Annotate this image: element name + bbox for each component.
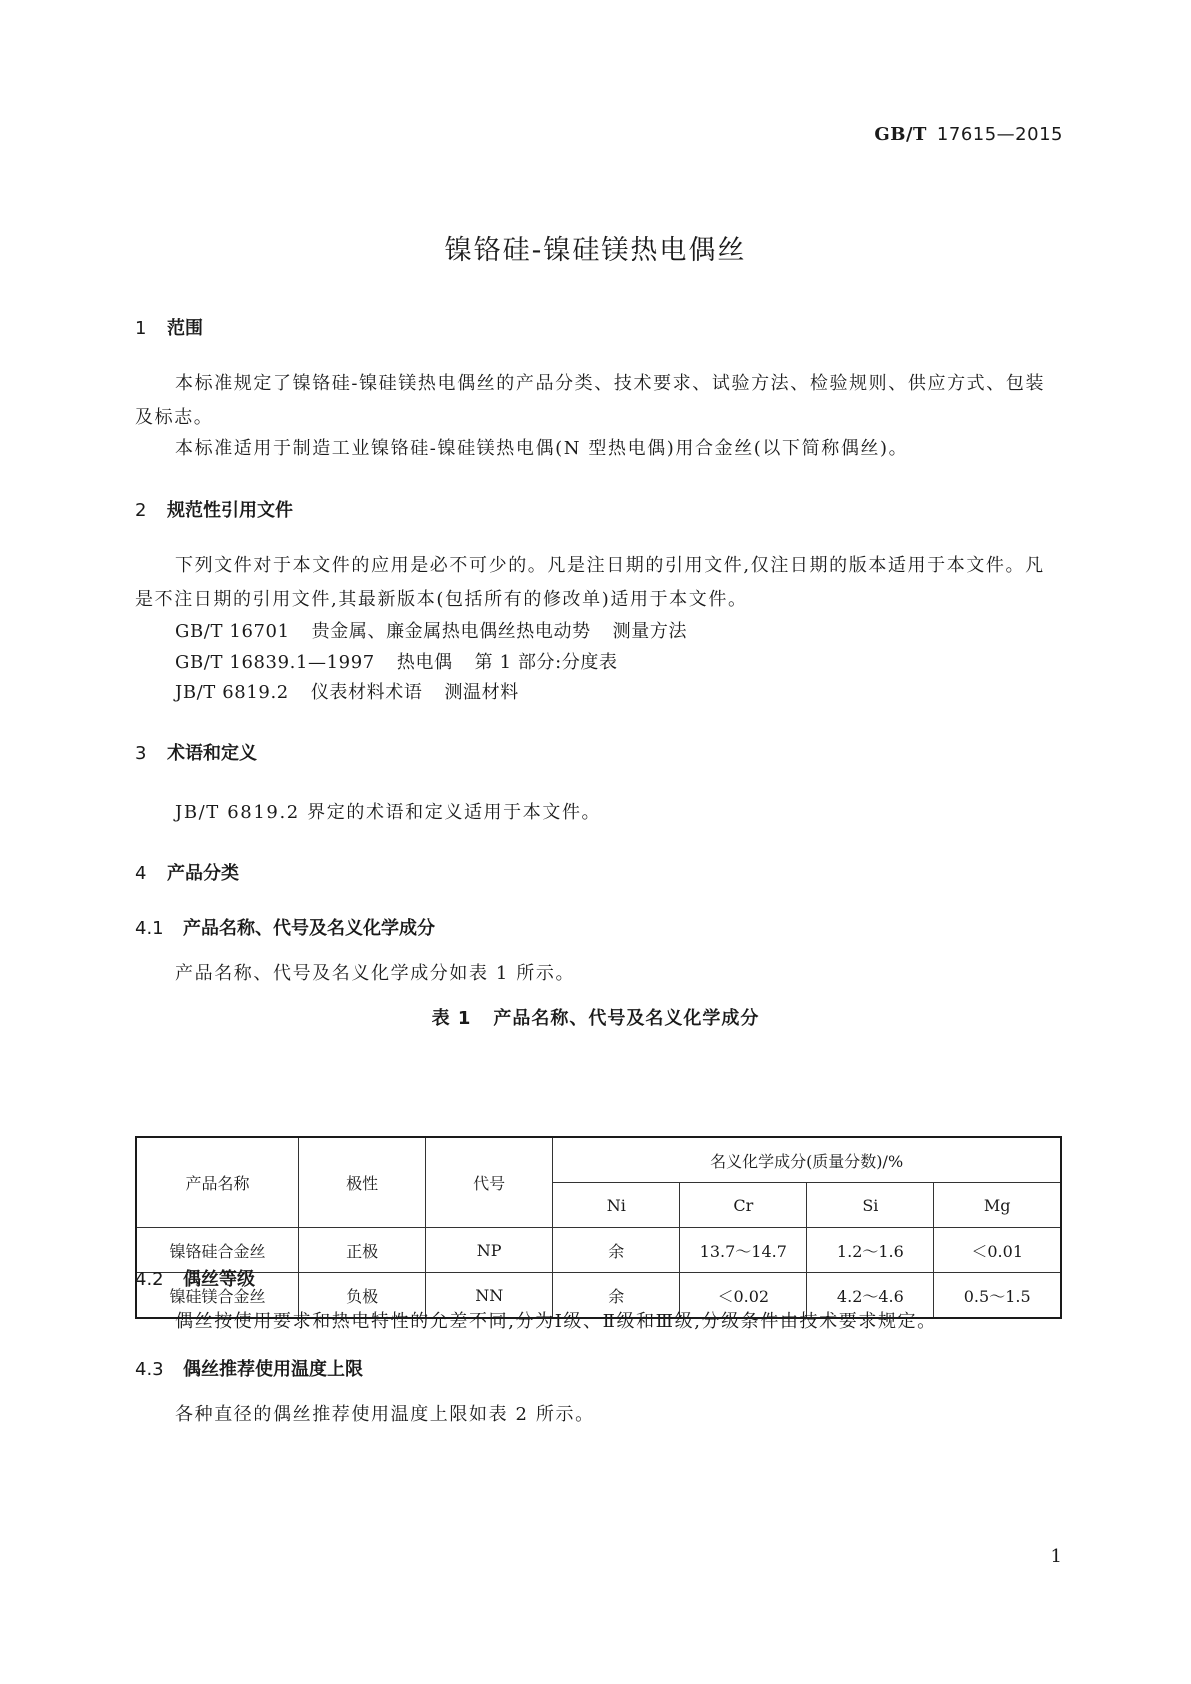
page-number: 1 <box>1050 1546 1062 1567</box>
header-product-name: 产品名称 <box>136 1137 299 1228</box>
header-composition: 名义化学成分(质量分数)/% <box>553 1137 1061 1183</box>
section-4-3-paragraph: 各种直径的偶丝推荐使用温度上限如表 2 所示。 <box>175 1404 595 1425</box>
reference-item: GB/T 16701 贵金属、廉金属热电偶丝热电动势 测量方法 <box>175 621 688 642</box>
section-1-title: 范围 <box>167 318 203 339</box>
section-4-2-paragraph: 偶丝按使用要求和热电特性的允差不同,分为Ⅰ级、Ⅱ级和Ⅲ级,分级条件由技术要求规定。 <box>175 1311 937 1332</box>
header-code: 代号 <box>426 1137 553 1228</box>
reference-item: JB/T 6819.2 仪表材料术语 测温材料 <box>175 682 519 703</box>
section-4-1-paragraph: 产品名称、代号及名义化学成分如表 1 所示。 <box>175 963 576 984</box>
section-1-paragraph-1: 本标准规定了镍铬硅-镍硅镁热电偶丝的产品分类、技术要求、试验方法、检验规则、供应方式、包装及标志。 <box>135 373 1046 428</box>
header-mg: Mg <box>934 1183 1061 1228</box>
section-4-2-title: 偶丝等级 <box>183 1269 255 1290</box>
section-2-paragraph-1: 下列文件对于本文件的应用是必不可少的。凡是注日期的引用文件,仅注日期的版本适用于本文件。凡是不注日期的引用文件,其最新版本(包括所有的修改单)适用于本文件。 <box>135 555 1045 610</box>
standard-prefix: GB/T <box>874 124 927 145</box>
standard-number <box>874 124 1063 145</box>
header-polarity: 极性 <box>299 1137 426 1228</box>
table-1 <box>135 1136 1062 1319</box>
document-title: 镍铬硅-镍硅镁热电偶丝 <box>444 235 747 266</box>
standard-code: 17615—2015 <box>936 124 1063 145</box>
section-4-2-heading: 4.2 偶丝等级 <box>135 1269 255 1290</box>
section-4-1-title: 产品名称、代号及名义化学成分 <box>183 918 435 939</box>
reference-item: GB/T 16839.1—1997 热电偶 第 1 部分:分度表 <box>175 652 618 673</box>
section-4-3-heading: 4.3 偶丝推荐使用温度上限 <box>135 1359 363 1380</box>
section-3-title: 术语和定义 <box>167 743 257 764</box>
header-si: Si <box>807 1183 934 1228</box>
section-1-heading: 1 范围 <box>135 318 203 339</box>
header-cr: Cr <box>680 1183 807 1228</box>
section-4-heading: 4 产品分类 <box>135 863 239 884</box>
table-row: 镍铬硅合金丝 正极 NP 余 13.7～14.7 1.2～1.6 ＜0.01 <box>136 1228 1061 1273</box>
table-row: 镍硅镁合金丝 负极 NN 余 ＜0.02 4.2～4.6 0.5～1.5 <box>136 1273 1061 1319</box>
section-2-heading: 2 规范性引用文件 <box>135 500 293 521</box>
section-1-paragraph-2: 本标准适用于制造工业镍铬硅-镍硅镁热电偶(N 型热电偶)用合金丝(以下简称偶丝)。 <box>175 438 909 459</box>
table-1-caption: 表 1 产品名称、代号及名义化学成分 <box>431 1008 760 1029</box>
header-ni: Ni <box>553 1183 680 1228</box>
section-4-1-heading: 4.1 产品名称、代号及名义化学成分 <box>135 918 435 939</box>
section-4-title: 产品分类 <box>167 863 239 884</box>
section-3-paragraph-1: JB/T 6819.2 界定的术语和定义适用于本文件。 <box>175 802 602 823</box>
section-4-3-title: 偶丝推荐使用温度上限 <box>183 1359 363 1380</box>
section-3-heading: 3 术语和定义 <box>135 743 257 764</box>
section-2-title: 规范性引用文件 <box>167 500 293 521</box>
